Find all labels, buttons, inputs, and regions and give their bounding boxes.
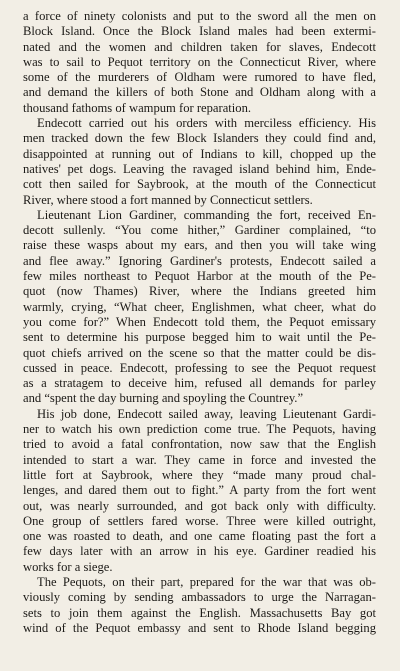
text-line: Lieutenant Lion Gardiner, commanding the fort, received En- [37, 207, 376, 222]
paragraph [23, 9, 376, 116]
text-line: works for a siege. [23, 559, 113, 574]
text-line: quot (now Thames) River, where the Indians greeted him [23, 284, 376, 299]
text-line: cussed in peace. Endecott, professing to see the Pequot request [23, 360, 376, 375]
text-line: His job done, Endecott sailed away, leaving Lieutenant Gardi- [37, 406, 376, 421]
paragraph [23, 208, 376, 407]
text-line: nated and the women and children taken for slaves, Endecott [23, 39, 376, 54]
text-line: lenges, and dared them out to fight.” A party from the fort went [23, 483, 376, 498]
text-line: one was roasted to death, and one came floating past the fort a [23, 529, 376, 544]
text-line: viously coming by sending ambassadors to urge the Narragan- [23, 590, 376, 605]
text-line: intended to start a war. They came in force and invested the [23, 452, 376, 467]
text-line: as a stratagem to deceive him, refused all demands for parley [23, 376, 376, 391]
text-line: Block Island. Once the Block Island males had been extermi- [23, 24, 376, 39]
text-line: sets to join them against the English. Massachusetts Bay got [23, 605, 376, 620]
text-line: and “spent the day burning and spoyling the Countrey.” [23, 391, 304, 406]
text-line: sent to determine his purpose begged him to wait until the Pe- [23, 330, 376, 345]
paragraph [23, 407, 376, 575]
text-line: One group of settlers fared worse. Three were killed outright, [23, 513, 376, 528]
text-line: The Pequots, on their part, prepared for the war that was ob- [37, 574, 376, 589]
paragraph [23, 575, 376, 636]
text-line: you come for?” When Endecott told them, the Pequot emissary [23, 314, 376, 329]
text-line: quot chiefs arrived on the scene so that the matter could be dis- [23, 345, 376, 360]
text-line: wind of the Pequot embassy and sent to Rhode Island begging [23, 620, 376, 635]
text-line: little fort at Saybrook, where they “made many proud chal- [23, 467, 376, 482]
text-line: Endecott carried out his orders with merciless efficiency. His [37, 116, 376, 131]
text-line: River, where stood a fort manned by Connecticut settlers. [23, 192, 313, 207]
text-line: men tracked down the few Block Islanders they could find and, [23, 131, 376, 146]
text-line: and demand the killers of both Stone and Oldham along with a [23, 85, 376, 100]
text-line: some of the murderers of Oldham were rumored to have fled, [23, 70, 376, 85]
text-line: thousand fathoms of wampum for reparation. [23, 100, 252, 115]
text-line: natives' pet dogs. Leaving the ravaged island behind him, Ende- [23, 161, 376, 176]
paragraph [23, 116, 376, 208]
text-line: cott then sailed for Saybrook, at the mouth of the Connecticut [23, 177, 376, 192]
text-line: a force of ninety colonists and put to the sword all the men on [23, 9, 376, 23]
text-line: few days later with an arrow in his eye. Gardiner readied his [23, 544, 376, 559]
text-line: disappointed at running out of Indians to kill, chopped up the [23, 146, 376, 161]
text-line: was to sail to Pequot territory on the Connecticut River, where [23, 54, 376, 69]
text-line: out, was nearly surrounded, and got back only with difficulty. [23, 498, 376, 513]
text-line: ner to watch his own prediction come true. The Pequots, having [23, 422, 376, 437]
text-line: few miles northeast to Pequot Harbor at the mouth of the Pe- [23, 269, 376, 284]
text-line: and flee away.” Ignoring Gardiner's protests, Endecott sailed a [23, 253, 376, 268]
text-line: decott sullenly. “You come hither,” Gardiner complained, “to [23, 223, 376, 238]
text-line: tried to avoid a fatal confrontation, now saw that the English [23, 437, 376, 452]
text-line: raise these wasps about my ears, and then you will take wing [23, 238, 376, 253]
text-line: warmly, crying, “What cheer, Englishmen, what cheer, what do [23, 299, 376, 314]
